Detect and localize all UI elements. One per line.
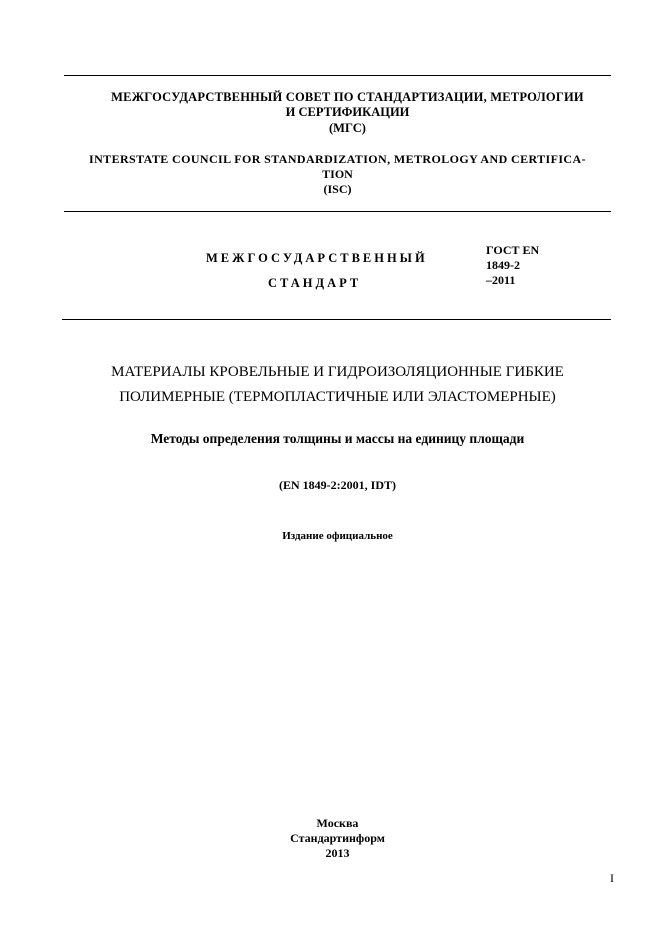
gost-code (486, 243, 539, 288)
bottom-divider (62, 319, 611, 320)
publisher-city: Москва (316, 816, 359, 830)
council-name-russian (70, 90, 625, 136)
middle-divider (64, 211, 611, 212)
en-reference: (EN 1849-2:2001, IDT) (279, 478, 396, 492)
document-subtitle: Методы определения толщины и массы на единицу площади (150, 431, 525, 446)
council-en-abbreviation: (ISC) (323, 182, 352, 196)
standard-type-line2: СТАНДАРТ (268, 276, 362, 290)
publication-year: 2013 (325, 846, 350, 860)
council-name-english (64, 152, 611, 197)
council-en-line2: TION (322, 167, 353, 181)
gost-code-line3: –2011 (486, 273, 516, 287)
council-en-line1: INTERSTATE COUNCIL FOR STANDARDIZATION, METROLOGY AND CERTIFICA- (89, 152, 586, 166)
top-divider (64, 75, 611, 76)
gost-code-line1: ГОСТ EN (486, 243, 540, 257)
gost-code-line2: 1849-2 (486, 258, 520, 272)
document-title-line2: ПОЛИМЕРНЫЕ (ТЕРМОПЛАСТИЧНЫЕ ИЛИ ЭЛАСТОМЕРНЫЕ) (119, 389, 556, 405)
council-ru-abbreviation: (МГС) (329, 121, 366, 135)
council-ru-line1: МЕЖГОСУДАРСТВЕННЫЙ СОВЕТ ПО СТАНДАРТИЗАЦИИ, МЕТРОЛОГИИ (111, 90, 584, 104)
council-ru-line2: И СЕРТИФИКАЦИИ (285, 105, 410, 119)
document-title-line1: МАТЕРИАЛЫ КРОВЕЛЬНЫЕ И ГИДРОИЗОЛЯЦИОННЫЕ ГИБКИЕ (111, 364, 564, 380)
document-title (64, 360, 611, 410)
edition-label: Издание официальное (282, 530, 393, 542)
standard-type-line1: МЕЖГОСУДАРСТВЕННЫЙ (206, 251, 428, 265)
page-number: I (610, 871, 614, 885)
publisher-block (64, 816, 611, 861)
publisher-name: Стандартинформ (290, 831, 385, 845)
